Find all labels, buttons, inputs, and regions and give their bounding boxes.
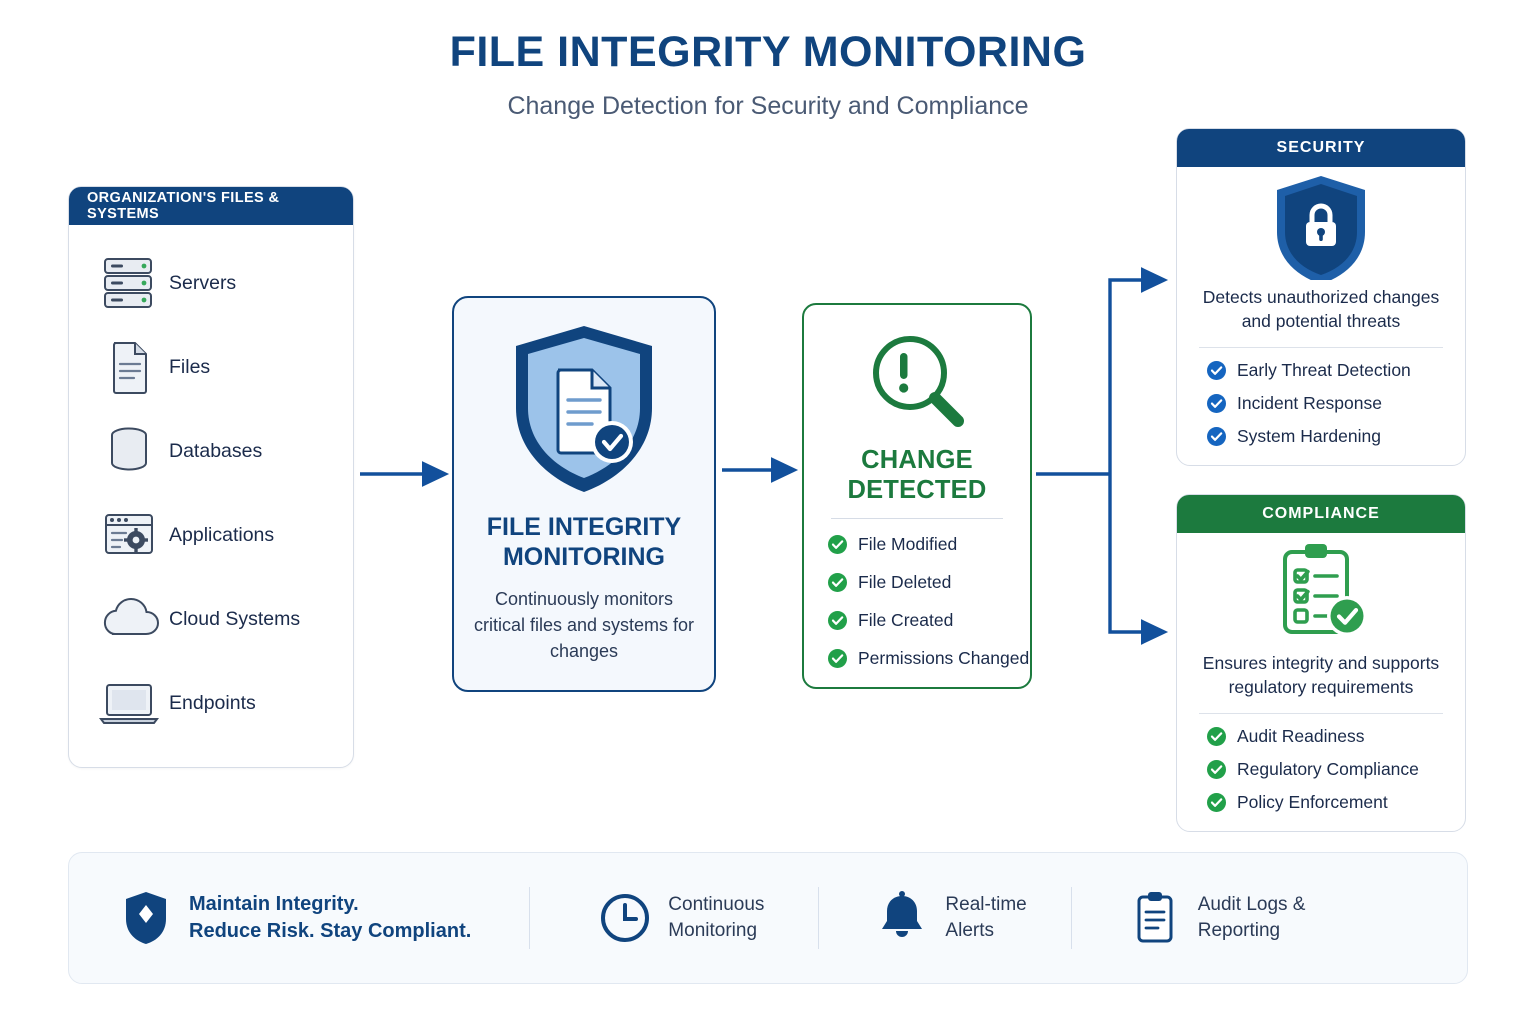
footer-tagline (103, 853, 471, 983)
list-item (804, 601, 1030, 639)
clipboard-lines-icon (1112, 889, 1198, 947)
list-item-label: Endpoints (169, 691, 256, 714)
list-item-label: Audit Readiness (1237, 726, 1365, 747)
page-title: FILE INTEGRITY MONITORING (449, 28, 1087, 76)
check-circle-icon (1207, 793, 1226, 812)
footer-tagline-line2: Reduce Risk. Stay Compliant. (189, 920, 472, 942)
outcome-header: SECURITY (1177, 129, 1465, 167)
footer-item-line2: Alerts (945, 920, 994, 941)
footer-item-line1: Real-time (945, 894, 1027, 916)
servers-icon (95, 254, 163, 312)
list-item-label: Policy Enforcement (1237, 792, 1388, 813)
list-item (69, 325, 353, 409)
footer-item-continuous-monitoring (582, 853, 764, 983)
list-item (1207, 720, 1465, 753)
divider (1199, 713, 1443, 714)
list-item (1207, 354, 1465, 387)
fim-description: Continuously monitors critical files and systems for changes (473, 589, 695, 662)
list-item-label: Databases (169, 439, 263, 462)
divider (818, 887, 819, 949)
shield-diamond-icon (103, 889, 189, 947)
list-item (1207, 387, 1465, 420)
check-circle-icon (1207, 727, 1226, 746)
footer-item-line1: Continuous (668, 894, 765, 916)
bell-icon (859, 889, 945, 947)
outcome-description: Ensures integrity and supports regulatory requirements (1202, 653, 1440, 698)
sources-panel (68, 186, 354, 768)
list-item (69, 241, 353, 325)
fim-title (487, 512, 681, 572)
footer-item-audit-logs (1112, 853, 1306, 983)
list-item (1207, 420, 1465, 453)
change-title-line2: DETECTED (847, 476, 987, 505)
outcome-description: Detects unauthorized changes and potential threats (1202, 287, 1440, 332)
list-item-label: File Modified (858, 533, 958, 554)
check-circle-icon (1207, 361, 1226, 380)
list-item-label: System Hardening (1237, 426, 1381, 447)
fim-card (452, 296, 716, 692)
check-circle-icon (828, 535, 847, 554)
list-item (1207, 753, 1465, 786)
footer-bar (68, 852, 1468, 984)
list-item (69, 661, 353, 745)
shield-lock-icon (1177, 167, 1465, 285)
cloud-icon (95, 590, 163, 648)
clipboard-check-icon (1177, 533, 1465, 651)
list-item-label: Files (169, 355, 211, 378)
fim-title-line2: MONITORING (502, 543, 666, 571)
check-circle-icon (1207, 760, 1226, 779)
outcome-card-compliance (1176, 494, 1466, 832)
check-circle-icon (1207, 427, 1226, 446)
footer-item-line2: Monitoring (668, 920, 758, 941)
list-item (69, 409, 353, 493)
footer-item-realtime-alerts (859, 853, 1026, 983)
sources-panel-header: ORGANIZATION'S FILES & SYSTEMS (69, 187, 353, 225)
divider (831, 518, 1003, 519)
divider (1071, 887, 1072, 949)
list-item (804, 525, 1030, 563)
footer-tagline-line1: Maintain Integrity. (189, 893, 359, 915)
outcome-header: COMPLIANCE (1177, 495, 1465, 533)
divider (1199, 347, 1443, 348)
list-item-label: Permissions Changed (858, 647, 1030, 668)
check-circle-icon (828, 611, 847, 630)
check-circle-icon (828, 649, 847, 668)
database-icon (95, 422, 163, 480)
list-item (69, 493, 353, 577)
outcome-items (1177, 720, 1465, 833)
list-item (1207, 786, 1465, 819)
list-item (804, 639, 1030, 677)
clock-icon (582, 890, 668, 946)
change-detected-card (802, 303, 1032, 689)
footer-item-line1: Audit Logs & (1197, 894, 1306, 916)
change-detected-title (847, 445, 986, 505)
list-item (69, 577, 353, 661)
file-icon (95, 338, 163, 396)
fim-title-line1: FILE INTEGRITY (486, 513, 682, 541)
list-item-label: Incident Response (1237, 393, 1382, 414)
outcome-items (1177, 354, 1465, 467)
change-title-line1: CHANGE (861, 446, 973, 474)
list-item-label: Servers (169, 271, 237, 294)
list-item-label: Regulatory Compliance (1237, 759, 1419, 780)
list-item-label: File Created (858, 609, 954, 630)
footer-item-line2: Reporting (1197, 920, 1281, 941)
divider (529, 887, 530, 949)
list-item-label: Early Threat Detection (1237, 360, 1411, 381)
check-circle-icon (828, 573, 847, 592)
check-circle-icon (1207, 394, 1226, 413)
list-item-label: File Deleted (858, 571, 952, 592)
list-item (804, 563, 1030, 601)
list-item-label: Applications (169, 523, 275, 546)
sources-list (69, 225, 353, 745)
list-item-label: Cloud Systems (169, 607, 301, 630)
outcome-card-security (1176, 128, 1466, 466)
page-subtitle: Change Detection for Security and Compliance (507, 92, 1029, 120)
shield-document-check-icon (504, 320, 664, 498)
application-window-gear-icon (95, 506, 163, 564)
laptop-icon (95, 674, 163, 732)
magnifier-alert-icon (858, 327, 976, 437)
